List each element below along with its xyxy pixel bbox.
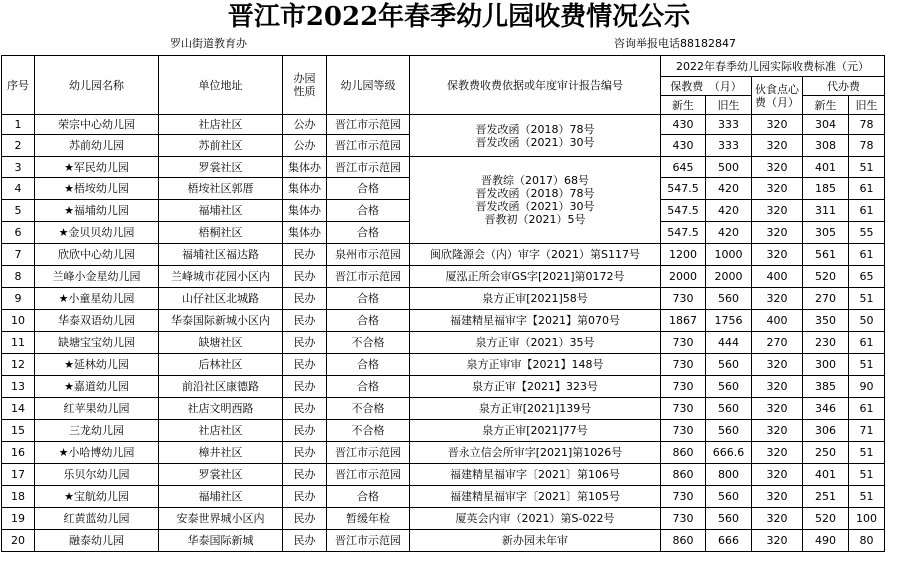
- seq-cell: 13: [2, 376, 35, 398]
- meal-fee-cell: 320: [752, 157, 803, 178]
- ownership-cell: 民办: [283, 530, 327, 552]
- tuition-old-cell: 560: [706, 354, 752, 376]
- kindergarten-name: ★军民幼儿园: [35, 157, 159, 178]
- address-cell: 华泰国际新城小区内: [159, 310, 283, 332]
- proxy-new-cell: 300: [803, 354, 849, 376]
- meal-fee-cell: 320: [752, 530, 803, 552]
- level-cell: 暂缓年检: [327, 508, 410, 530]
- meal-fee-cell: 320: [752, 115, 803, 135]
- proxy-old-cell: 50: [849, 310, 885, 332]
- kindergarten-name: 乐贝尔幼儿园: [35, 464, 159, 486]
- kindergarten-name: ★小童星幼儿园: [35, 288, 159, 310]
- address-cell: 社店文明西路: [159, 398, 283, 420]
- seq-cell: 19: [2, 508, 35, 530]
- hotline-label: 咨询举报电话88182847: [614, 37, 736, 50]
- tuition-new-cell: 547.5: [661, 178, 706, 200]
- ownership-cell: 民办: [283, 354, 327, 376]
- address-cell: 梧桐社区: [159, 222, 283, 244]
- basis-cell: 新办园未年审: [410, 530, 661, 552]
- address-cell: 兰峰城市花园小区内: [159, 266, 283, 288]
- header-seq: 序号: [2, 56, 35, 115]
- proxy-new-cell: 401: [803, 464, 849, 486]
- address-cell: 梧垵社区郭厝: [159, 178, 283, 200]
- seq-cell: 4: [2, 178, 35, 200]
- address-cell: 福埔社区: [159, 200, 283, 222]
- address-cell: 社店社区: [159, 115, 283, 135]
- tuition-new-cell: 860: [661, 530, 706, 552]
- header-meal-line2: 费（月）: [755, 95, 799, 109]
- seq-cell: 10: [2, 310, 35, 332]
- seq-cell: 16: [2, 442, 35, 464]
- proxy-old-cell: 61: [849, 178, 885, 200]
- table-row: [2, 244, 885, 266]
- basis-line: 晋发改函（2021）30号: [475, 135, 595, 149]
- ownership-cell: 民办: [283, 420, 327, 442]
- proxy-new-cell: 401: [803, 157, 849, 178]
- tuition-new-cell: 860: [661, 442, 706, 464]
- kindergarten-name: ★嘉道幼儿园: [35, 376, 159, 398]
- table-row: [2, 157, 885, 178]
- ownership-cell: 民办: [283, 486, 327, 508]
- tuition-old-cell: 2000: [706, 266, 752, 288]
- level-cell: 不合格: [327, 420, 410, 442]
- tuition-new-cell: 730: [661, 376, 706, 398]
- table-row: [2, 288, 885, 310]
- proxy-new-cell: 251: [803, 486, 849, 508]
- meal-fee-cell: 320: [752, 135, 803, 157]
- proxy-new-cell: 270: [803, 288, 849, 310]
- meal-fee-cell: 320: [752, 442, 803, 464]
- proxy-new-cell: 346: [803, 398, 849, 420]
- proxy-old-cell: 78: [849, 115, 885, 135]
- basis-cell: 泉方正审[2021]77号: [410, 420, 661, 442]
- kindergarten-name: 三龙幼儿园: [35, 420, 159, 442]
- kindergarten-name: 欣欣中心幼儿园: [35, 244, 159, 266]
- ownership-cell: 公办: [283, 135, 327, 157]
- ownership-cell: 集体办: [283, 178, 327, 200]
- level-cell: 晋江市示范园: [327, 442, 410, 464]
- basis-cell: 泉方正审[2021]139号: [410, 398, 661, 420]
- header-tuition-old: 旧生: [706, 96, 752, 115]
- tuition-old-cell: 1756: [706, 310, 752, 332]
- address-cell: 福埔社区: [159, 486, 283, 508]
- basis-cell: 福建精星福审字〔2021〕第106号: [410, 464, 661, 486]
- kindergarten-name: ★延林幼儿园: [35, 354, 159, 376]
- proxy-new-cell: 561: [803, 244, 849, 266]
- proxy-old-cell: 51: [849, 354, 885, 376]
- address-cell: 缺塘社区: [159, 332, 283, 354]
- proxy-new-cell: 305: [803, 222, 849, 244]
- kindergarten-name: 华泰双语幼儿园: [35, 310, 159, 332]
- tuition-old-cell: 560: [706, 398, 752, 420]
- header-basis: 保教费收费依据或年度审计报告编号: [410, 56, 661, 115]
- kindergarten-name: 苏前幼儿园: [35, 135, 159, 157]
- level-cell: 晋江市示范园: [327, 135, 410, 157]
- level-cell: 不合格: [327, 398, 410, 420]
- seq-cell: 3: [2, 157, 35, 178]
- address-cell: 华泰国际新城: [159, 530, 283, 552]
- proxy-new-cell: 490: [803, 530, 849, 552]
- tuition-old-cell: 800: [706, 464, 752, 486]
- tuition-old-cell: 420: [706, 222, 752, 244]
- seq-cell: 20: [2, 530, 35, 552]
- address-cell: 罗裳社区: [159, 157, 283, 178]
- tuition-new-cell: 430: [661, 115, 706, 135]
- header-proxy-old: 旧生: [849, 96, 885, 115]
- meal-fee-cell: 320: [752, 464, 803, 486]
- level-cell: 晋江市示范园: [327, 530, 410, 552]
- tuition-new-cell: 645: [661, 157, 706, 178]
- meal-fee-cell: 320: [752, 200, 803, 222]
- proxy-old-cell: 51: [849, 486, 885, 508]
- level-cell: 不合格: [327, 332, 410, 354]
- level-cell: 晋江市示范园: [327, 157, 410, 178]
- basis-line: 晋发改函（2018）78号: [475, 122, 595, 136]
- header-proxy: 代办费: [803, 77, 885, 96]
- proxy-old-cell: 61: [849, 244, 885, 266]
- tuition-new-cell: 730: [661, 354, 706, 376]
- tuition-old-cell: 560: [706, 420, 752, 442]
- seq-cell: 18: [2, 486, 35, 508]
- basis-line: 晋发改函（2021）30号: [475, 200, 595, 213]
- ownership-cell: 民办: [283, 508, 327, 530]
- header-type-line2: 性质: [293, 85, 316, 98]
- table-row: [2, 376, 885, 398]
- ownership-cell: 民办: [283, 376, 327, 398]
- tuition-old-cell: 500: [706, 157, 752, 178]
- ownership-cell: 民办: [283, 332, 327, 354]
- seq-cell: 14: [2, 398, 35, 420]
- seq-cell: 12: [2, 354, 35, 376]
- header-fee-group: 2022年春季幼儿园实际收费标准（元）: [661, 56, 885, 77]
- kindergarten-name: ★小哈博幼儿园: [35, 442, 159, 464]
- level-cell: 合格: [327, 178, 410, 200]
- table-row: [2, 115, 885, 135]
- tuition-new-cell: 547.5: [661, 200, 706, 222]
- meal-fee-cell: 400: [752, 266, 803, 288]
- meal-fee-cell: 320: [752, 508, 803, 530]
- header-type: [283, 56, 327, 115]
- table-row: [2, 398, 885, 420]
- address-cell: 苏前社区: [159, 135, 283, 157]
- address-cell: 福埔社区福达路: [159, 244, 283, 266]
- fee-table: [1, 55, 885, 552]
- tuition-old-cell: 444: [706, 332, 752, 354]
- meal-fee-cell: 320: [752, 288, 803, 310]
- tuition-old-cell: 666: [706, 530, 752, 552]
- address-cell: 安泰世界城小区内: [159, 508, 283, 530]
- kindergarten-name: 融泰幼儿园: [35, 530, 159, 552]
- seq-cell: 7: [2, 244, 35, 266]
- basis-cell: 福建精星福审字〔2021〕第105号: [410, 486, 661, 508]
- table-row: [2, 442, 885, 464]
- tuition-old-cell: 333: [706, 135, 752, 157]
- proxy-old-cell: 55: [849, 222, 885, 244]
- tuition-old-cell: 560: [706, 508, 752, 530]
- kindergarten-name: 缺塘宝宝幼儿园: [35, 332, 159, 354]
- proxy-old-cell: 61: [849, 398, 885, 420]
- meal-fee-cell: 400: [752, 310, 803, 332]
- tuition-new-cell: 547.5: [661, 222, 706, 244]
- header-name: 幼儿园名称: [35, 56, 159, 115]
- tuition-old-cell: 666.6: [706, 442, 752, 464]
- page-title: 晋江市2022年春季幼儿园收费情况公示: [227, 2, 691, 32]
- proxy-old-cell: 61: [849, 200, 885, 222]
- kindergarten-name: ★福埔幼儿园: [35, 200, 159, 222]
- header-address: 单位地址: [159, 56, 283, 115]
- header-tuition-new: 新生: [661, 96, 706, 115]
- tuition-new-cell: 730: [661, 288, 706, 310]
- proxy-old-cell: 61: [849, 332, 885, 354]
- proxy-new-cell: 385: [803, 376, 849, 398]
- seq-cell: 6: [2, 222, 35, 244]
- seq-cell: 5: [2, 200, 35, 222]
- kindergarten-name: 红黄蓝幼儿园: [35, 508, 159, 530]
- table-row: [2, 420, 885, 442]
- basis-cell-merged: [410, 115, 661, 157]
- proxy-new-cell: 350: [803, 310, 849, 332]
- level-cell: 晋江市示范园: [327, 115, 410, 135]
- level-cell: 合格: [327, 354, 410, 376]
- ownership-cell: 民办: [283, 266, 327, 288]
- tuition-new-cell: 730: [661, 420, 706, 442]
- seq-cell: 17: [2, 464, 35, 486]
- meal-fee-cell: 320: [752, 222, 803, 244]
- basis-cell: 泉方正审【2021】323号: [410, 376, 661, 398]
- ownership-cell: 公办: [283, 115, 327, 135]
- proxy-old-cell: 51: [849, 464, 885, 486]
- address-cell: 后林社区: [159, 354, 283, 376]
- table-row: [2, 486, 885, 508]
- level-cell: 晋江市示范园: [327, 266, 410, 288]
- tuition-new-cell: 860: [661, 464, 706, 486]
- proxy-old-cell: 100: [849, 508, 885, 530]
- kindergarten-name: ★梧垵幼儿园: [35, 178, 159, 200]
- ownership-cell: 民办: [283, 244, 327, 266]
- seq-cell: 8: [2, 266, 35, 288]
- seq-cell: 1: [2, 115, 35, 135]
- level-cell: 晋江市示范园: [327, 464, 410, 486]
- meal-fee-cell: 270: [752, 332, 803, 354]
- basis-cell: 泉方正审（2021）35号: [410, 332, 661, 354]
- proxy-old-cell: 65: [849, 266, 885, 288]
- proxy-old-cell: 51: [849, 442, 885, 464]
- meal-fee-cell: 320: [752, 376, 803, 398]
- proxy-new-cell: 230: [803, 332, 849, 354]
- kindergarten-name: 红苹果幼儿园: [35, 398, 159, 420]
- table-row: [2, 354, 885, 376]
- tuition-old-cell: 560: [706, 288, 752, 310]
- header-proxy-new: 新生: [803, 96, 849, 115]
- kindergarten-name: ★宝航幼儿园: [35, 486, 159, 508]
- table-row: [2, 266, 885, 288]
- ownership-cell: 民办: [283, 442, 327, 464]
- proxy-new-cell: 311: [803, 200, 849, 222]
- seq-cell: 11: [2, 332, 35, 354]
- proxy-new-cell: 520: [803, 508, 849, 530]
- basis-cell: 闽欣隆源会（内）审字（2021）第S117号: [410, 244, 661, 266]
- proxy-old-cell: 51: [849, 288, 885, 310]
- proxy-new-cell: 520: [803, 266, 849, 288]
- table-row: [2, 310, 885, 332]
- ownership-cell: 集体办: [283, 200, 327, 222]
- ownership-cell: 集体办: [283, 157, 327, 178]
- meal-fee-cell: 320: [752, 420, 803, 442]
- level-cell: 合格: [327, 376, 410, 398]
- ownership-cell: 民办: [283, 464, 327, 486]
- level-cell: 泉州市示范园: [327, 244, 410, 266]
- meal-fee-cell: 320: [752, 486, 803, 508]
- table-row: [2, 530, 885, 552]
- table-row: [2, 332, 885, 354]
- address-cell: 山仔社区北城路: [159, 288, 283, 310]
- basis-cell: 厦泓正所会审GS字[2021]第0172号: [410, 266, 661, 288]
- proxy-new-cell: 304: [803, 115, 849, 135]
- basis-cell: 泉方正审审【2021】148号: [410, 354, 661, 376]
- proxy-new-cell: 306: [803, 420, 849, 442]
- proxy-new-cell: 250: [803, 442, 849, 464]
- tuition-new-cell: 1200: [661, 244, 706, 266]
- meal-fee-cell: 320: [752, 178, 803, 200]
- proxy-old-cell: 51: [849, 157, 885, 178]
- tuition-old-cell: 333: [706, 115, 752, 135]
- header-type-line1: 办园: [293, 72, 316, 85]
- level-cell: 合格: [327, 200, 410, 222]
- basis-line: 晋教初（2021）5号: [484, 213, 586, 226]
- basis-cell: 泉方正审[2021]58号: [410, 288, 661, 310]
- seq-cell: 15: [2, 420, 35, 442]
- kindergarten-name: 荣宗中心幼儿园: [35, 115, 159, 135]
- kindergarten-name: 兰峰小金星幼儿园: [35, 266, 159, 288]
- level-cell: 合格: [327, 288, 410, 310]
- basis-cell: 福建精星福审字【2021】第070号: [410, 310, 661, 332]
- meal-fee-cell: 320: [752, 398, 803, 420]
- basis-cell: 晋永立信会所审字[2021]第1026号: [410, 442, 661, 464]
- meal-fee-cell: 320: [752, 244, 803, 266]
- basis-line: 晋发改函（2018）78号: [475, 187, 595, 200]
- header-meal-line1: 伙食点心: [755, 82, 799, 96]
- ownership-cell: 集体办: [283, 222, 327, 244]
- ownership-cell: 民办: [283, 398, 327, 420]
- level-cell: 合格: [327, 486, 410, 508]
- tuition-old-cell: 420: [706, 200, 752, 222]
- meal-fee-cell: 320: [752, 354, 803, 376]
- table-row: [2, 464, 885, 486]
- kindergarten-name: ★金贝贝幼儿园: [35, 222, 159, 244]
- tuition-new-cell: 730: [661, 398, 706, 420]
- tuition-new-cell: 1867: [661, 310, 706, 332]
- education-office-label: 罗山街道教育办: [170, 37, 247, 50]
- basis-cell: 厦英会内审（2021）第S-022号: [410, 508, 661, 530]
- header-tuition: 保教费 （月）: [661, 77, 752, 96]
- basis-line: 晋教综（2017）68号: [481, 174, 589, 187]
- proxy-old-cell: 71: [849, 420, 885, 442]
- proxy-old-cell: 78: [849, 135, 885, 157]
- ownership-cell: 民办: [283, 288, 327, 310]
- tuition-new-cell: 730: [661, 486, 706, 508]
- proxy-old-cell: 90: [849, 376, 885, 398]
- tuition-old-cell: 560: [706, 486, 752, 508]
- address-cell: 社店社区: [159, 420, 283, 442]
- tuition-new-cell: 730: [661, 332, 706, 354]
- level-cell: 合格: [327, 222, 410, 244]
- tuition-old-cell: 420: [706, 178, 752, 200]
- seq-cell: 2: [2, 135, 35, 157]
- table-row: [2, 508, 885, 530]
- tuition-new-cell: 430: [661, 135, 706, 157]
- proxy-old-cell: 80: [849, 530, 885, 552]
- tuition-old-cell: 1000: [706, 244, 752, 266]
- ownership-cell: 民办: [283, 310, 327, 332]
- tuition-new-cell: 730: [661, 508, 706, 530]
- tuition-old-cell: 560: [706, 376, 752, 398]
- basis-cell-merged: [410, 157, 661, 244]
- proxy-new-cell: 308: [803, 135, 849, 157]
- header-meal: [752, 77, 803, 115]
- tuition-new-cell: 2000: [661, 266, 706, 288]
- address-cell: 樟井社区: [159, 442, 283, 464]
- address-cell: 罗裳社区: [159, 464, 283, 486]
- level-cell: 合格: [327, 310, 410, 332]
- proxy-new-cell: 185: [803, 178, 849, 200]
- header-level: 幼儿园等级: [327, 56, 410, 115]
- address-cell: 前沿社区康德路: [159, 376, 283, 398]
- seq-cell: 9: [2, 288, 35, 310]
